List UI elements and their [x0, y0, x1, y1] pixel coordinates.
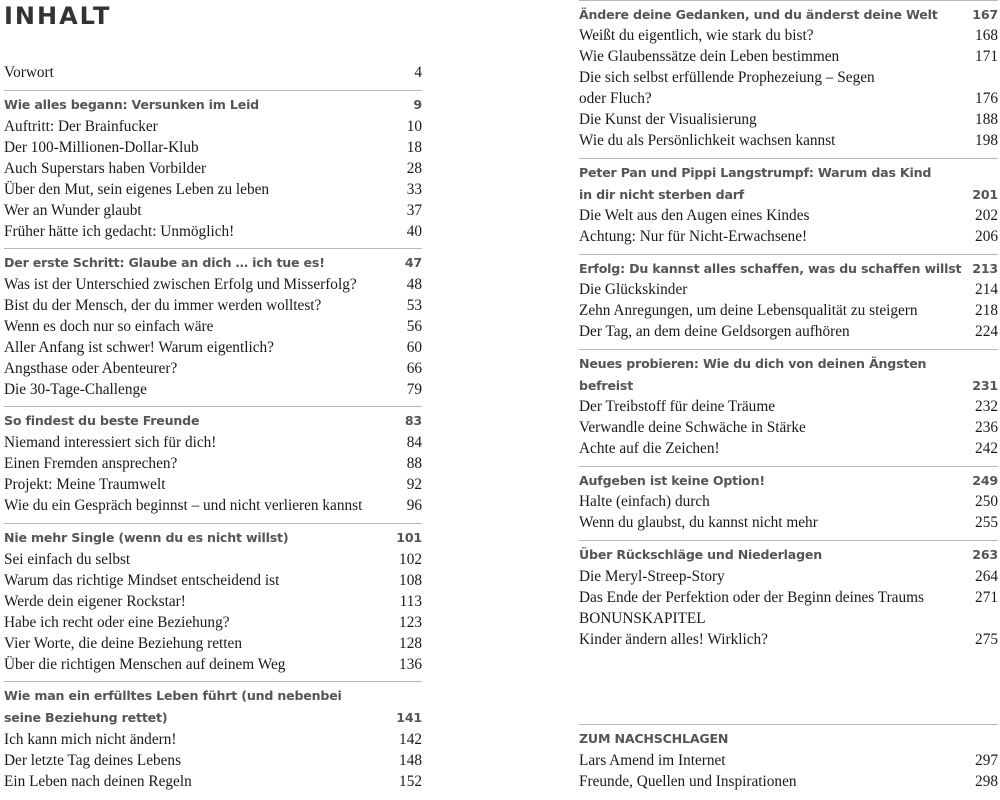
chapter-page: 201: [972, 187, 998, 202]
toc-entry[interactable]: [4, 495, 422, 516]
entry-page: 108: [399, 572, 422, 589]
toc-lookup-heading[interactable]: [579, 728, 998, 749]
entry-label: Wenn es doch nur so einfach wäre: [4, 318, 214, 335]
toc-entry[interactable]: [579, 512, 998, 533]
toc-entry[interactable]: [4, 200, 422, 221]
chapter-label: Erfolg: Du kannst alles schaffen, was du schaffen willst: [579, 261, 962, 276]
entry-label: Werde dein eigener Rockstar!: [4, 593, 186, 610]
entry-label: Freunde, Quellen und Inspirationen: [579, 773, 797, 790]
entry-page: 271: [975, 589, 998, 606]
chapter-label: Peter Pan und Pippi Langstrumpf: Warum das Kind: [579, 165, 932, 180]
chapter-page: 231: [972, 378, 998, 393]
entry-page: 206: [975, 228, 998, 245]
toc-entry[interactable]: [4, 570, 422, 591]
chapter-label: seine Beziehung rettet): [4, 710, 168, 725]
entry-page: 84: [406, 434, 422, 451]
entry-label: Angsthase oder Abenteurer?: [4, 360, 178, 377]
toc-entry[interactable]: [579, 771, 998, 792]
toc-entry[interactable]: [4, 654, 422, 675]
toc-entry[interactable]: [579, 566, 998, 587]
toc-entry[interactable]: [579, 417, 998, 438]
toc-entry[interactable]: [579, 629, 998, 650]
chapter-divider: [579, 466, 998, 467]
toc-entry[interactable]: [579, 438, 998, 459]
entry-page: 148: [399, 752, 422, 769]
toc-chapter-2[interactable]: [4, 252, 422, 273]
toc-entry[interactable]: [4, 158, 422, 179]
entry-label: Warum das richtige Mindset entscheidend ist: [4, 572, 280, 589]
entry-label: Die Welt aus den Augen eines Kindes: [579, 207, 810, 224]
toc-entry[interactable]: [579, 25, 998, 46]
chapter-label: Ändere deine Gedanken, und du änderst deine Welt: [579, 7, 938, 22]
entry-page: 4: [414, 64, 422, 81]
toc-entry[interactable]: [4, 274, 422, 295]
toc-entry[interactable]: [579, 300, 998, 321]
toc-entry[interactable]: [4, 337, 422, 358]
entry-label: Wie Glaubenssätze dein Leben bestimmen: [579, 48, 840, 65]
entry-page: 66: [406, 360, 422, 377]
chapter-label: So findest du beste Freunde: [4, 413, 200, 428]
toc-entry[interactable]: [4, 432, 422, 453]
toc-entry[interactable]: [579, 130, 998, 151]
entry-label: Einen Fremden ansprechen?: [4, 455, 178, 472]
chapter-page: 263: [972, 547, 998, 562]
entry-page: 48: [406, 276, 422, 293]
chapter-label: Der erste Schritt: Glaube an dich … ich tue es!: [4, 255, 325, 270]
entry-label: Der 100-Millionen-Dollar-Klub: [4, 139, 199, 156]
entry-page: 33: [406, 181, 422, 198]
toc-entry[interactable]: [579, 750, 998, 771]
entry-page: 297: [975, 752, 998, 769]
toc-entry-line1[interactable]: [579, 67, 998, 88]
entry-label: Weißt du eigentlich, wie stark du bist?: [579, 27, 814, 44]
entry-page: 152: [399, 773, 422, 790]
entry-label: Wie du als Persönlichkeit wachsen kannst: [579, 132, 836, 149]
entry-label: Ich kann mich nicht ändern!: [4, 731, 177, 748]
entry-label: Die sich selbst erfüllende Prophezeiung – Segen: [579, 69, 875, 86]
entry-label: oder Fluch?: [579, 90, 652, 107]
chapter-divider: [4, 523, 422, 524]
chapter-page: 9: [413, 97, 422, 112]
entry-label: Lars Amend im Internet: [579, 752, 726, 769]
entry-label: Was ist der Unterschied zwischen Erfolg und Misserfolg?: [4, 276, 357, 293]
entry-page: 79: [406, 381, 422, 398]
entry-label: Der Tag, an dem deine Geldsorgen aufhören: [579, 323, 850, 340]
entry-page: 168: [975, 27, 998, 44]
entry-page: 136: [399, 656, 422, 673]
entry-label: Die Meryl-Streep-Story: [579, 568, 725, 585]
chapter-divider: [579, 254, 998, 255]
entry-page: 218: [975, 302, 998, 319]
entry-page: 176: [975, 90, 998, 107]
chapter-label: Wie alles begann: Versunken im Leid: [4, 97, 259, 112]
toc-entry[interactable]: [579, 109, 998, 130]
entry-page: 28: [406, 160, 422, 177]
toc-entry[interactable]: [4, 179, 422, 200]
entry-page: 242: [975, 440, 998, 457]
toc-chapter-5-line1[interactable]: [4, 685, 422, 706]
toc-entry[interactable]: [579, 205, 998, 226]
chapter-divider: [579, 349, 998, 350]
entry-page: 92: [406, 476, 422, 493]
chapter-page: 249: [972, 473, 998, 488]
toc-chapter-5-line2[interactable]: [4, 707, 422, 728]
chapter-page: 167: [972, 7, 998, 22]
entry-page: 142: [399, 731, 422, 748]
toc-entry[interactable]: [4, 221, 422, 242]
entry-label: Der Treibstoff für deine Träume: [579, 398, 776, 415]
entry-label: Auch Superstars haben Vorbilder: [4, 160, 207, 177]
entry-label: Das Ende der Perfektion oder der Beginn deines Traums: [579, 589, 924, 606]
entry-page: 171: [975, 48, 998, 65]
toc-chapter-6[interactable]: [579, 4, 998, 25]
chapter-label: Nie mehr Single (wenn du es nicht willst): [4, 530, 289, 545]
chapter-page: 141: [396, 710, 422, 725]
toc-entry[interactable]: [4, 750, 422, 771]
chapter-label: in dir nicht sterben darf: [579, 187, 745, 202]
entry-label: Vier Worte, die deine Beziehung retten: [4, 635, 242, 652]
toc-entry[interactable]: [4, 137, 422, 158]
chapter-label: Neues probieren: Wie du dich von deinen Ängsten: [579, 356, 927, 371]
toc-entry[interactable]: [579, 396, 998, 417]
toc-entry[interactable]: [4, 633, 422, 654]
entry-page: 40: [406, 223, 422, 240]
toc-entry[interactable]: [4, 295, 422, 316]
chapter-divider: [4, 248, 422, 249]
toc-chapter-7-line2[interactable]: [579, 184, 998, 205]
entry-page: 18: [406, 139, 422, 156]
entry-page: 232: [975, 398, 998, 415]
toc-entry[interactable]: [4, 453, 422, 474]
entry-page: 128: [399, 635, 422, 652]
entry-page: 250: [975, 493, 998, 510]
entry-label: Wer an Wunder glaubt: [4, 202, 142, 219]
entry-label: Die Glückskinder: [579, 281, 688, 298]
entry-label: Kinder ändern alles! Wirklich?: [579, 631, 768, 648]
chapter-divider: [4, 406, 422, 407]
chapter-label: Aufgeben ist keine Option!: [579, 473, 765, 488]
entry-page: 123: [399, 614, 422, 631]
entry-page: 188: [975, 111, 998, 128]
chapter-divider: [579, 158, 998, 159]
entry-page: 113: [399, 593, 422, 610]
entry-page: 53: [406, 297, 422, 314]
toc-entry[interactable]: [4, 474, 422, 495]
chapter-page: 213: [972, 261, 998, 276]
entry-label: Verwandle deine Schwäche in Stärke: [579, 419, 806, 436]
chapter-divider: [579, 724, 998, 725]
toc-chapter-1[interactable]: [4, 94, 422, 115]
toc-chapter-9-line2[interactable]: [579, 375, 998, 396]
toc-entry[interactable]: [579, 587, 998, 608]
toc-entry[interactable]: [579, 491, 998, 512]
chapter-label: befreist: [579, 378, 634, 393]
chapter-divider: [579, 540, 998, 541]
entry-label: Halte (einfach) durch: [579, 493, 710, 510]
entry-page: 88: [406, 455, 422, 472]
entry-page: 236: [975, 419, 998, 436]
chapter-divider: [4, 681, 422, 682]
bonus-heading-label: BONUNSKAPITEL: [579, 610, 706, 627]
entry-label: Früher hätte ich gedacht: Unmöglich!: [4, 223, 235, 240]
entry-label: Ein Leben nach deinen Regeln: [4, 773, 192, 790]
entry-label: Wenn du glaubst, du kannst nicht mehr: [579, 514, 818, 531]
entry-label: Auftritt: Der Brainfucker: [4, 118, 158, 135]
entry-label: Über die richtigen Menschen auf deinem Weg: [4, 656, 286, 673]
toc-entry[interactable]: [4, 316, 422, 337]
toc-chapter-3[interactable]: [4, 410, 422, 431]
entry-page: 10: [406, 118, 422, 135]
entry-label: Wie du ein Gespräch beginnst – und nicht verlieren kannst: [4, 497, 363, 514]
entry-label: Habe ich recht oder eine Beziehung?: [4, 614, 230, 631]
entry-label: Sei einfach du selbst: [4, 551, 131, 568]
chapter-label: ZUM NACHSCHLAGEN: [579, 731, 729, 746]
toc-bonus-heading: [579, 608, 998, 629]
entry-page: 255: [975, 514, 998, 531]
chapter-page: 101: [396, 530, 422, 545]
chapter-label: Über Rückschläge und Niederlagen: [579, 547, 822, 562]
entry-page: 202: [975, 207, 998, 224]
toc-chapter-9-line1[interactable]: [579, 353, 998, 374]
toc-entry[interactable]: [4, 358, 422, 379]
entry-page: 37: [406, 202, 422, 219]
toc-chapter-8[interactable]: [579, 258, 998, 279]
toc-entry-line2[interactable]: [579, 88, 998, 109]
toc-entry[interactable]: [579, 279, 998, 300]
entry-label: Die Kunst der Visualisierung: [579, 111, 757, 128]
entry-label: Der letzte Tag deines Lebens: [4, 752, 182, 769]
toc-entry[interactable]: [4, 729, 422, 750]
toc-entry[interactable]: [4, 771, 422, 792]
toc-entry[interactable]: [4, 549, 422, 570]
chapter-divider: [579, 0, 998, 1]
entry-label: Niemand interessiert sich für dich!: [4, 434, 217, 451]
entry-page: 298: [975, 773, 998, 790]
entry-page: 198: [975, 132, 998, 149]
chapter-page: 47: [404, 255, 422, 270]
toc-chapter-10[interactable]: [579, 470, 998, 491]
toc-entry[interactable]: [579, 46, 998, 67]
entry-label: Vorwort: [4, 64, 54, 81]
toc-chapter-7-line1[interactable]: [579, 162, 998, 183]
entry-label: Achtung: Nur für Nicht-Erwachsene!: [579, 228, 808, 245]
entry-page: 60: [406, 339, 422, 356]
entry-label: Zehn Anregungen, um deine Lebensqualität zu steigern: [579, 302, 918, 319]
toc-entry[interactable]: [4, 612, 422, 633]
toc-entry[interactable]: [579, 226, 998, 247]
entry-label: Bist du der Mensch, der du immer werden wolltest?: [4, 297, 322, 314]
entry-page: 264: [975, 568, 998, 585]
entry-page: 56: [406, 318, 422, 335]
toc-entry[interactable]: [579, 321, 998, 342]
entry-label: Projekt: Meine Traumwelt: [4, 476, 166, 493]
entry-page: 214: [975, 281, 998, 298]
toc-chapter-11[interactable]: [579, 544, 998, 565]
toc-entry[interactable]: [4, 116, 422, 137]
entry-page: 96: [406, 497, 422, 514]
entry-page: 224: [975, 323, 998, 340]
toc-entry-foreword[interactable]: [4, 62, 422, 83]
entry-label: Aller Anfang ist schwer! Warum eigentlich?: [4, 339, 274, 356]
toc-chapter-4[interactable]: [4, 527, 422, 548]
chapter-divider: [4, 90, 422, 91]
entry-label: Über den Mut, sein eigenes Leben zu leben: [4, 181, 270, 198]
page-title: INHALT: [4, 2, 112, 30]
entry-page: 275: [975, 631, 998, 648]
entry-page: 102: [399, 551, 422, 568]
entry-label: Achte auf die Zeichen!: [579, 440, 720, 457]
entry-label: Die 30-Tage-Challenge: [4, 381, 147, 398]
chapter-label: Wie man ein erfülltes Leben führt (und nebenbei: [4, 688, 342, 703]
chapter-page: 83: [404, 413, 422, 428]
toc-entry[interactable]: [4, 591, 422, 612]
toc-entry[interactable]: [4, 379, 422, 400]
